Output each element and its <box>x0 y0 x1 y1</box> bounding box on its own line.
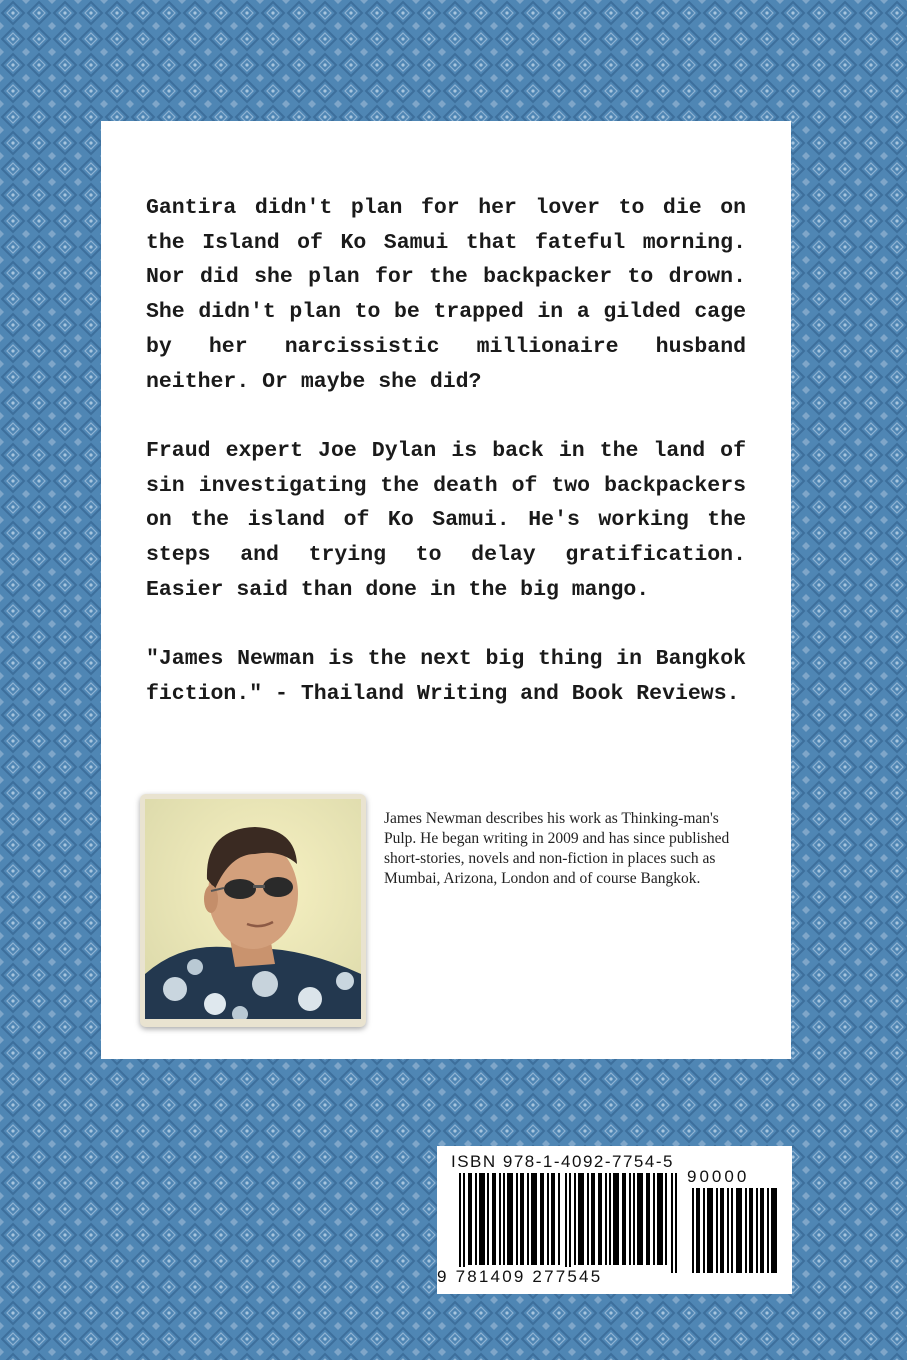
ean-digits <box>437 1268 687 1286</box>
author-bio: James Newman describes his work as Thinking-man's Pulp. He began writing in 2009 and has since published short-stories, novels and non-fiction in places such as Mumbai, Arizona, London and of course Bangkok. <box>384 810 730 887</box>
author-portrait-icon <box>145 799 361 1019</box>
blurb-paragraph-2: Fraud expert Joe Dylan is back in the land of sin investigating the death of two backpackers on the island of Ko Samui. He's working the steps and trying to delay gratification. Easier said than done in the big mango. <box>146 439 746 602</box>
author-photo-frame <box>140 794 366 1027</box>
addon-barcode-bars <box>692 1188 782 1273</box>
isbn-label: ISBN 978-1-4092-7754-5 <box>451 1152 674 1171</box>
price-addon-digits: 90000 <box>687 1167 750 1186</box>
review-quote: "James Newman is the next big thing in Bangkok fiction." - Thailand Writing and Book Reviews. <box>146 647 746 706</box>
author-photo <box>145 799 361 1019</box>
blurb-paragraph-1: Gantira didn't plan for her lover to die on the Island of Ko Samui that fateful morning. Nor did she plan for the backpacker to drown. She didn't plan to be trapped in a gilded cage by her narcissistic millionaire husband neither. Or maybe she did? <box>146 196 746 394</box>
ean-barcode-bars <box>457 1173 687 1273</box>
ean-digits-text: 9 781409 277545 <box>437 1267 603 1286</box>
isbn-barcode <box>437 1146 792 1294</box>
back-cover-panel <box>101 121 791 1059</box>
